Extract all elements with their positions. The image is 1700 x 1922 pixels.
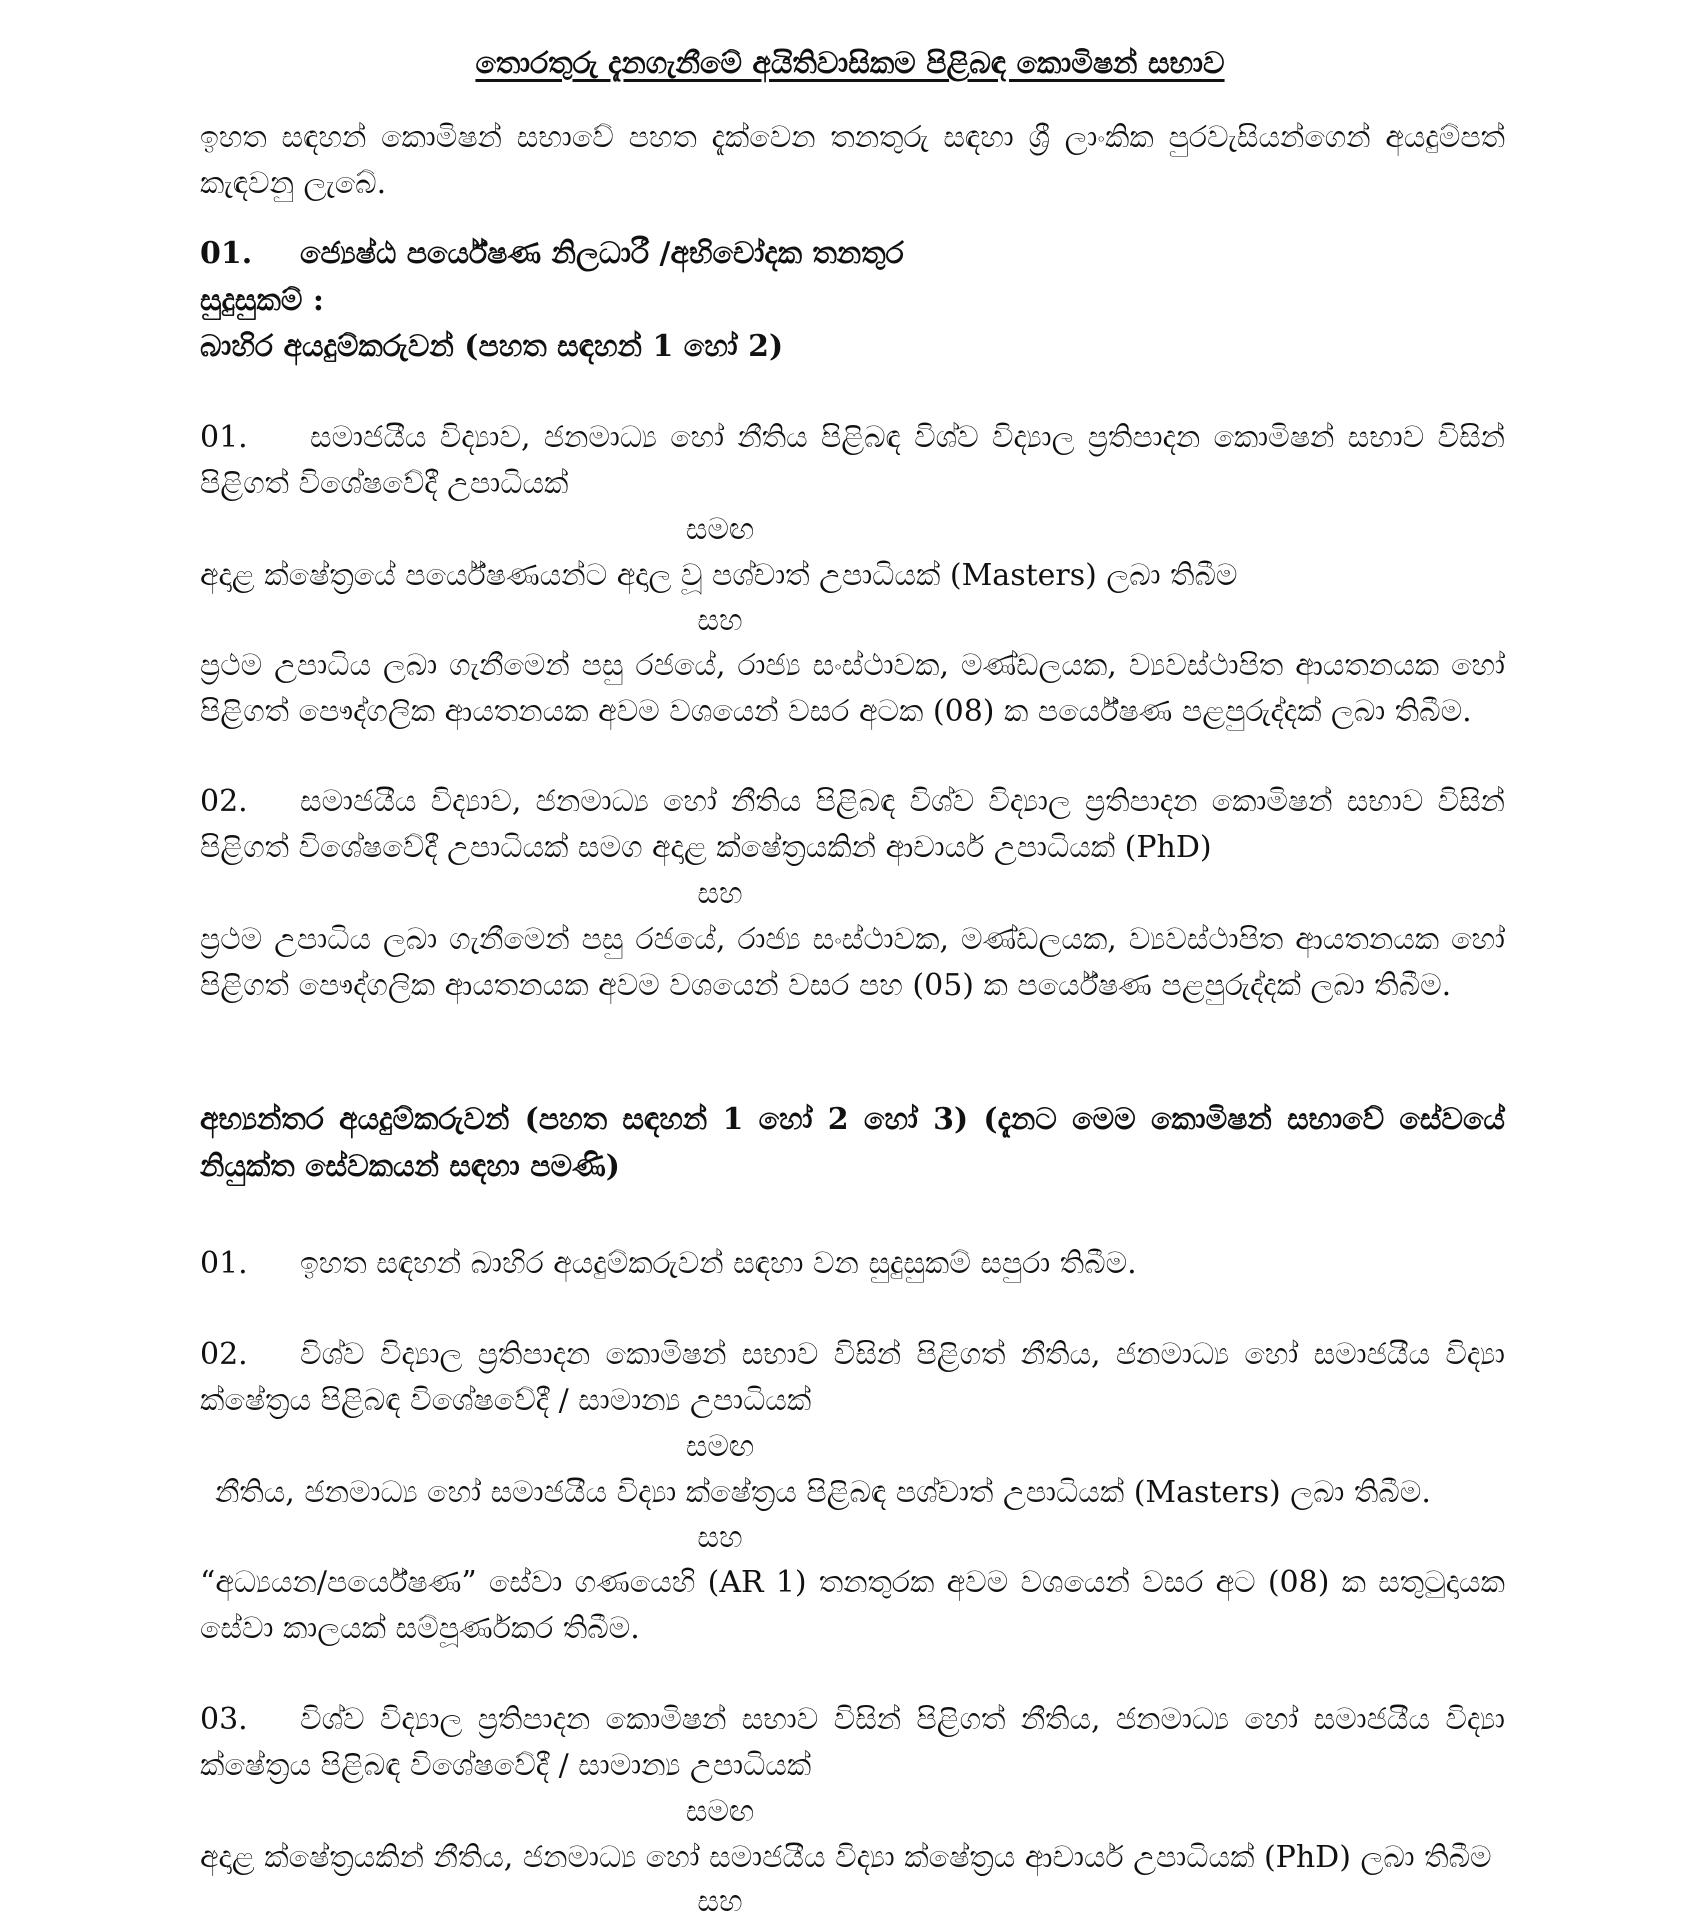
external-item-2-line-1: සමාජයීය විද්‍යාව, ජනමාධ්‍ය හෝ නීතිය පිළිබඳ විශ්ව විද්‍යාල ප්‍රතිපාදන කොමිෂන් සභාව විසින් (300, 784, 1505, 819)
internal-item-number: 01. (200, 1246, 248, 1281)
external-applicants-heading: බාහිර අයදුම්කරුවන් (පහත සඳහන් 1 හෝ 2) (200, 329, 784, 364)
internal-item-2-line-2: ක්ෂේත්‍රය පිළිබඳ විශේෂවේදී / සාමාන්‍ය උපාධියක් (200, 1383, 812, 1418)
conjunction-and: සහ (697, 603, 743, 638)
external-item-1-line-1: සමාජයීය විද්‍යාව, ජනමාධ්‍ය හෝ නීතිය පිළිබඳ විශ්ව විද්‍යාල ප්‍රතිපාදන කොමිෂන් සභාව විසින් (310, 420, 1505, 455)
internal-item-3-line-1: විශ්ව විද්‍යාල ප්‍රතිපාදන කොමිෂන් සභාව විසින් පිළිගත් නීතිය, ජනමාධ්‍ය හෝ සමාජයීය විද්‍යා (300, 1702, 1505, 1737)
internal-applicants-heading-line-2: නියුක්ත සේවකයන් සඳහා පමණි) (200, 1149, 620, 1184)
external-item-1-line-2: පිළිගත් විශේෂවේදී උපාධියක් (200, 466, 569, 501)
internal-item-2-line-4: “අධ්‍යයන/පර්යේෂණ” සේවා ගණයෙහි (AR 1) තනතුරක අවම වශයෙන් වසර අට (08) ක සතුටුදායක (200, 1565, 1505, 1600)
intro-line-2: කැඳවනු ලැබේ. (200, 166, 387, 201)
document-title: තොරතුරු දැනගැනීමේ අයිතිවාසිකම පිළිබඳ කොමිෂන් සභාව (475, 46, 1225, 81)
external-item-1-line-3: අදාළ ක්ෂේත්‍රයේ පර්යේෂණයන්ට අදාල වූ පශ්චාත් උපාධියක් (Masters) ලබා තිබීම (200, 558, 1238, 593)
internal-item-number: 02. (200, 1337, 248, 1372)
conjunction-and: සහ (697, 1520, 743, 1555)
internal-item-number: 03. (200, 1702, 248, 1737)
conjunction-and: සහ (697, 876, 743, 911)
internal-item-2-line-3: නීතිය, ජනමාධ්‍ය හෝ සමාජයීය විද්‍යා ක්ෂේත්‍රය පිළිබඳ පශ්චාත් උපාධියක් (Masters) ලබා තිබීම. (215, 1475, 1431, 1510)
external-item-2-line-2: පිළිගත් විශේෂවේදී උපාධියක් සමග අදාළ ක්ෂේත්‍රයකින් ආචාර්ය උපාධියක් (PhD) (200, 830, 1212, 865)
external-item-2-line-5: පිළිගත් පෞද්ගලික ආයතනයක අවම වශයෙන් වසර පහ (05) ක පර්යේෂණ පළපුරුද්දක් ලබා තිබීම. (200, 968, 1452, 1003)
internal-item-3-line-2: ක්ෂේත්‍රය පිළිබඳ විශේෂවේදී / සාමාන්‍ය උපාධියක් (200, 1748, 812, 1783)
internal-item-1-line-1: ඉහත සඳහන් බාහිර අයදුම්කරුවන් සඳහා වන සුදුසුකම් සපුරා තිබීම. (300, 1246, 1137, 1281)
conjunction-with: සමඟ (685, 512, 755, 547)
conjunction-and: සහ (697, 1884, 743, 1919)
internal-applicants-heading-line-1: අභ්‍යන්තර අයදුම්කරුවන් (පහත සඳහන් 1 හෝ 2 හෝ 3) (දැනට මෙම කොමිෂන් සභාවේ සේවයේ (200, 1102, 1505, 1137)
position-name: ජ්‍යෙෂ්ඨ පර්යේෂණ නිලධාරී /අභිචෝදක තනතුර (300, 236, 904, 271)
external-item-2-line-4: ප්‍රථම උපාධිය ලබා ගැනීමෙන් පසු රජයේ, රාජ්‍ය සංස්ථාවක, මණ්ඩලයක, ව්‍යවස්ථාපිත ආයතනයක හෝ (200, 922, 1505, 957)
internal-item-2-line-1: විශ්ව විද්‍යාල ප්‍රතිපාදන කොමිෂන් සභාව විසින් පිළිගත් නීතිය, ජනමාධ්‍ය හෝ සමාජයීය විද්‍යා (300, 1337, 1505, 1372)
external-item-number: 01. (200, 420, 248, 455)
external-item-number: 02. (200, 784, 248, 819)
external-item-1-line-4: ප්‍රථම උපාධිය ලබා ගැනීමෙන් පසු රජයේ, රාජ්‍ය සංස්ථාවක, මණ්ඩලයක, ව්‍යවස්ථාපිත ආයතනයක හෝ (200, 648, 1505, 683)
external-item-1-line-5: පිළිගත් පෞද්ගලික ආයතනයක අවම වශයෙන් වසර අටක (08) ක පර්යේෂණ පළපුරුද්දක් ලබා තිබීම. (200, 694, 1472, 729)
conjunction-with: සමඟ (685, 1429, 755, 1464)
internal-item-2-line-5: සේවා කාලයක් සම්පූර්ණකර තිබීම. (200, 1611, 640, 1646)
qualifications-label: සුදුසුකම් : (200, 283, 324, 318)
position-number: 01. (200, 236, 253, 271)
conjunction-with: සමඟ (685, 1794, 755, 1829)
internal-item-3-line-3: අදාළ ක්ෂේත්‍රයකින් නීතිය, ජනමාධ්‍ය හෝ සමාජයීය විද්‍යා ක්ෂේත්‍රය ආචාර්ය උපාධියක් (PhD) ලබා තිබීම (200, 1840, 1492, 1875)
intro-line-1: ඉහත සඳහන් කොමිෂන් සභාවේ පහත දැක්වෙන තනතුරු සඳහා ශ්‍රී ලාංකික පුරවැසියන්ගෙන් අයදුම්පත් (200, 120, 1505, 155)
